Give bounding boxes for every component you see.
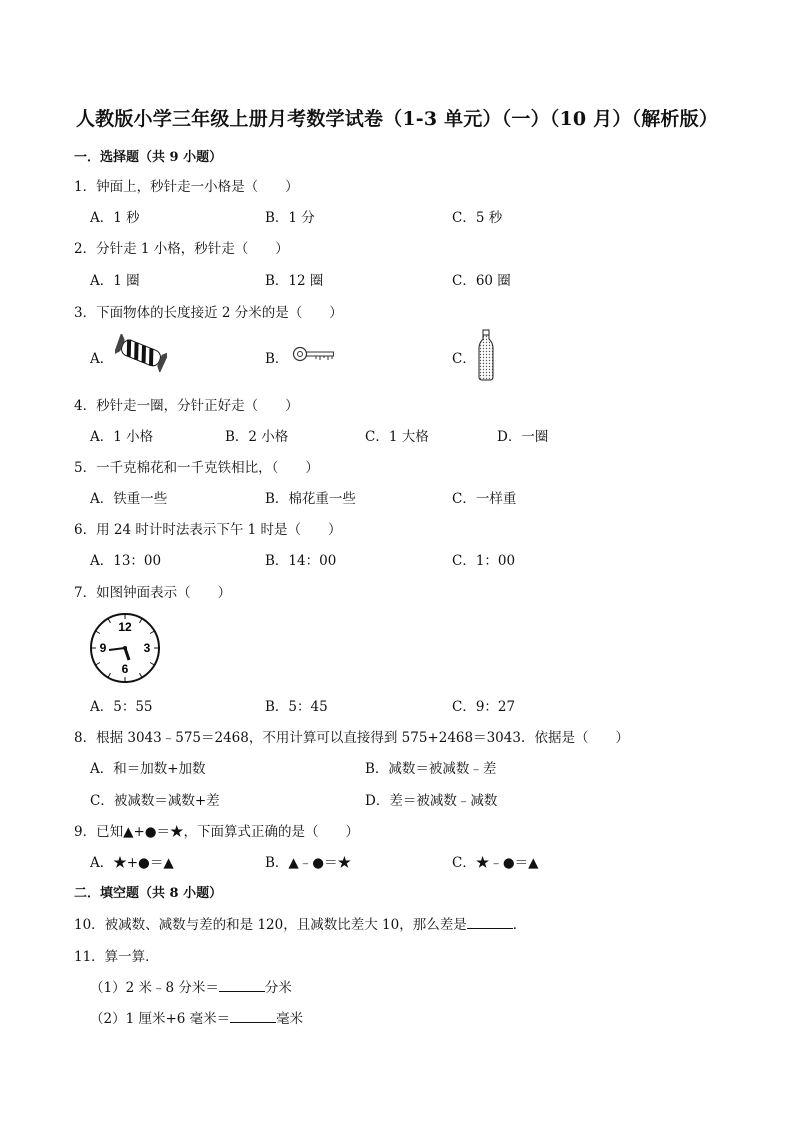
clock-number-6: 6 [121, 662, 129, 676]
bottle-icon [476, 329, 496, 381]
q9-option-b: B．▲﹣●＝★ [265, 855, 352, 871]
question-9: 9．已知▲+●＝★，下面算式正确的是（ ） [74, 824, 360, 840]
question-4: 4．秒针走一圈，分针正好走（ ） [74, 398, 299, 414]
q11-s1-answer-blank[interactable] [219, 979, 265, 992]
section-heading-fill: 二．填空题（共 8 小题） [74, 886, 223, 901]
q1-option-c: C．5 秒 [452, 210, 503, 226]
q4-option-c: C．1 大格 [365, 429, 429, 445]
q6-option-c: C．1：00 [452, 553, 516, 569]
question-5: 5．一千克棉花和一千克铁相比，（ ） [74, 460, 319, 476]
question-2: 2．分针走 1 小格，秒针走（ ） [74, 241, 289, 257]
question-1: 1．钟面上，秒针走一小格是（ ） [74, 179, 299, 195]
question-3: 3．下面物体的长度接近 2 分米的是（ ） [74, 305, 343, 321]
question-7: 7．如图钟面表示（ ） [74, 585, 232, 601]
q1-option-b: B．1 分 [265, 210, 315, 226]
question-10 [74, 913, 526, 933]
q6-option-a: A．13：00 [90, 553, 162, 569]
clock-number-9: 9 [99, 641, 107, 655]
q3-option-c: C． [452, 351, 476, 367]
question-6: 6．用 24 时计时法表示下午 1 时是（ ） [74, 522, 342, 538]
q2-option-b: B．12 圈 [265, 273, 324, 289]
q11-s2-answer-blank[interactable] [230, 1010, 276, 1023]
q11-s1-text: （1）2 米﹣8 分米＝ [90, 980, 219, 996]
q4-option-d: D．一圈 [497, 429, 549, 445]
q9-option-a: A．★+●＝▲ [90, 855, 174, 871]
q8-option-b: B．减数＝被减数﹣差 [365, 761, 497, 777]
q7-option-a: A．5：55 [90, 699, 153, 715]
key-icon [292, 345, 336, 363]
q11-subquestion-2 [90, 1007, 303, 1027]
q5-option-b: B．棉花重一些 [265, 491, 356, 507]
q2-option-a: A．1 圈 [90, 273, 140, 289]
q4-option-b: B．2 小格 [225, 429, 289, 445]
q11-subquestion-1 [90, 976, 292, 996]
clock-number-3: 3 [143, 641, 151, 655]
q4-option-a: A．1 小格 [90, 429, 154, 445]
question-11: 11．算一算． [74, 949, 159, 965]
q3-option-b: B． [265, 351, 289, 367]
q9-option-c: C．★﹣●＝▲ [452, 855, 539, 871]
q2-option-c: C．60 圈 [452, 273, 511, 289]
q6-option-b: B．14：00 [265, 553, 337, 569]
q8-option-a: A．和＝加数+加数 [90, 761, 206, 777]
q5-option-a: A．铁重一些 [90, 491, 168, 507]
q8-option-d: D．差＝被减数﹣减数 [365, 793, 498, 809]
q11-s1-unit: 分米 [264, 980, 292, 996]
q8-option-c: C．被减数＝减数+差 [90, 793, 220, 809]
q10-text: 10．被减数、减数与差的和是 120，且减数比差大 10，那么差是 [74, 917, 467, 933]
q7-option-b: B．5：45 [265, 699, 328, 715]
q3-option-a: A． [90, 351, 114, 367]
q5-option-c: C．一样重 [452, 491, 517, 507]
q11-s2-unit: 毫米 [276, 1011, 304, 1027]
clock-face [89, 612, 161, 684]
q1-option-a: A．1 秒 [90, 210, 140, 226]
section-heading-choice: 一．选择题（共 9 小题） [74, 150, 223, 165]
q7-option-c: C．9：27 [452, 699, 516, 715]
page-title: 人教版小学三年级上册月考数学试卷（1-3 单元）（一）（10 月）（解析版） [75, 108, 719, 130]
candy-icon [115, 334, 167, 372]
q11-s2-text: （2）1 厘米+6 毫米＝ [90, 1011, 231, 1027]
clock-number-12: 12 [118, 620, 132, 634]
q10-answer-blank[interactable] [467, 916, 513, 929]
question-8: 8．根据 3043﹣575＝2468，不用计算可以直接得到 575+2468＝3043．依据是（ ） [74, 730, 629, 746]
q10-text-end: ． [512, 917, 527, 933]
